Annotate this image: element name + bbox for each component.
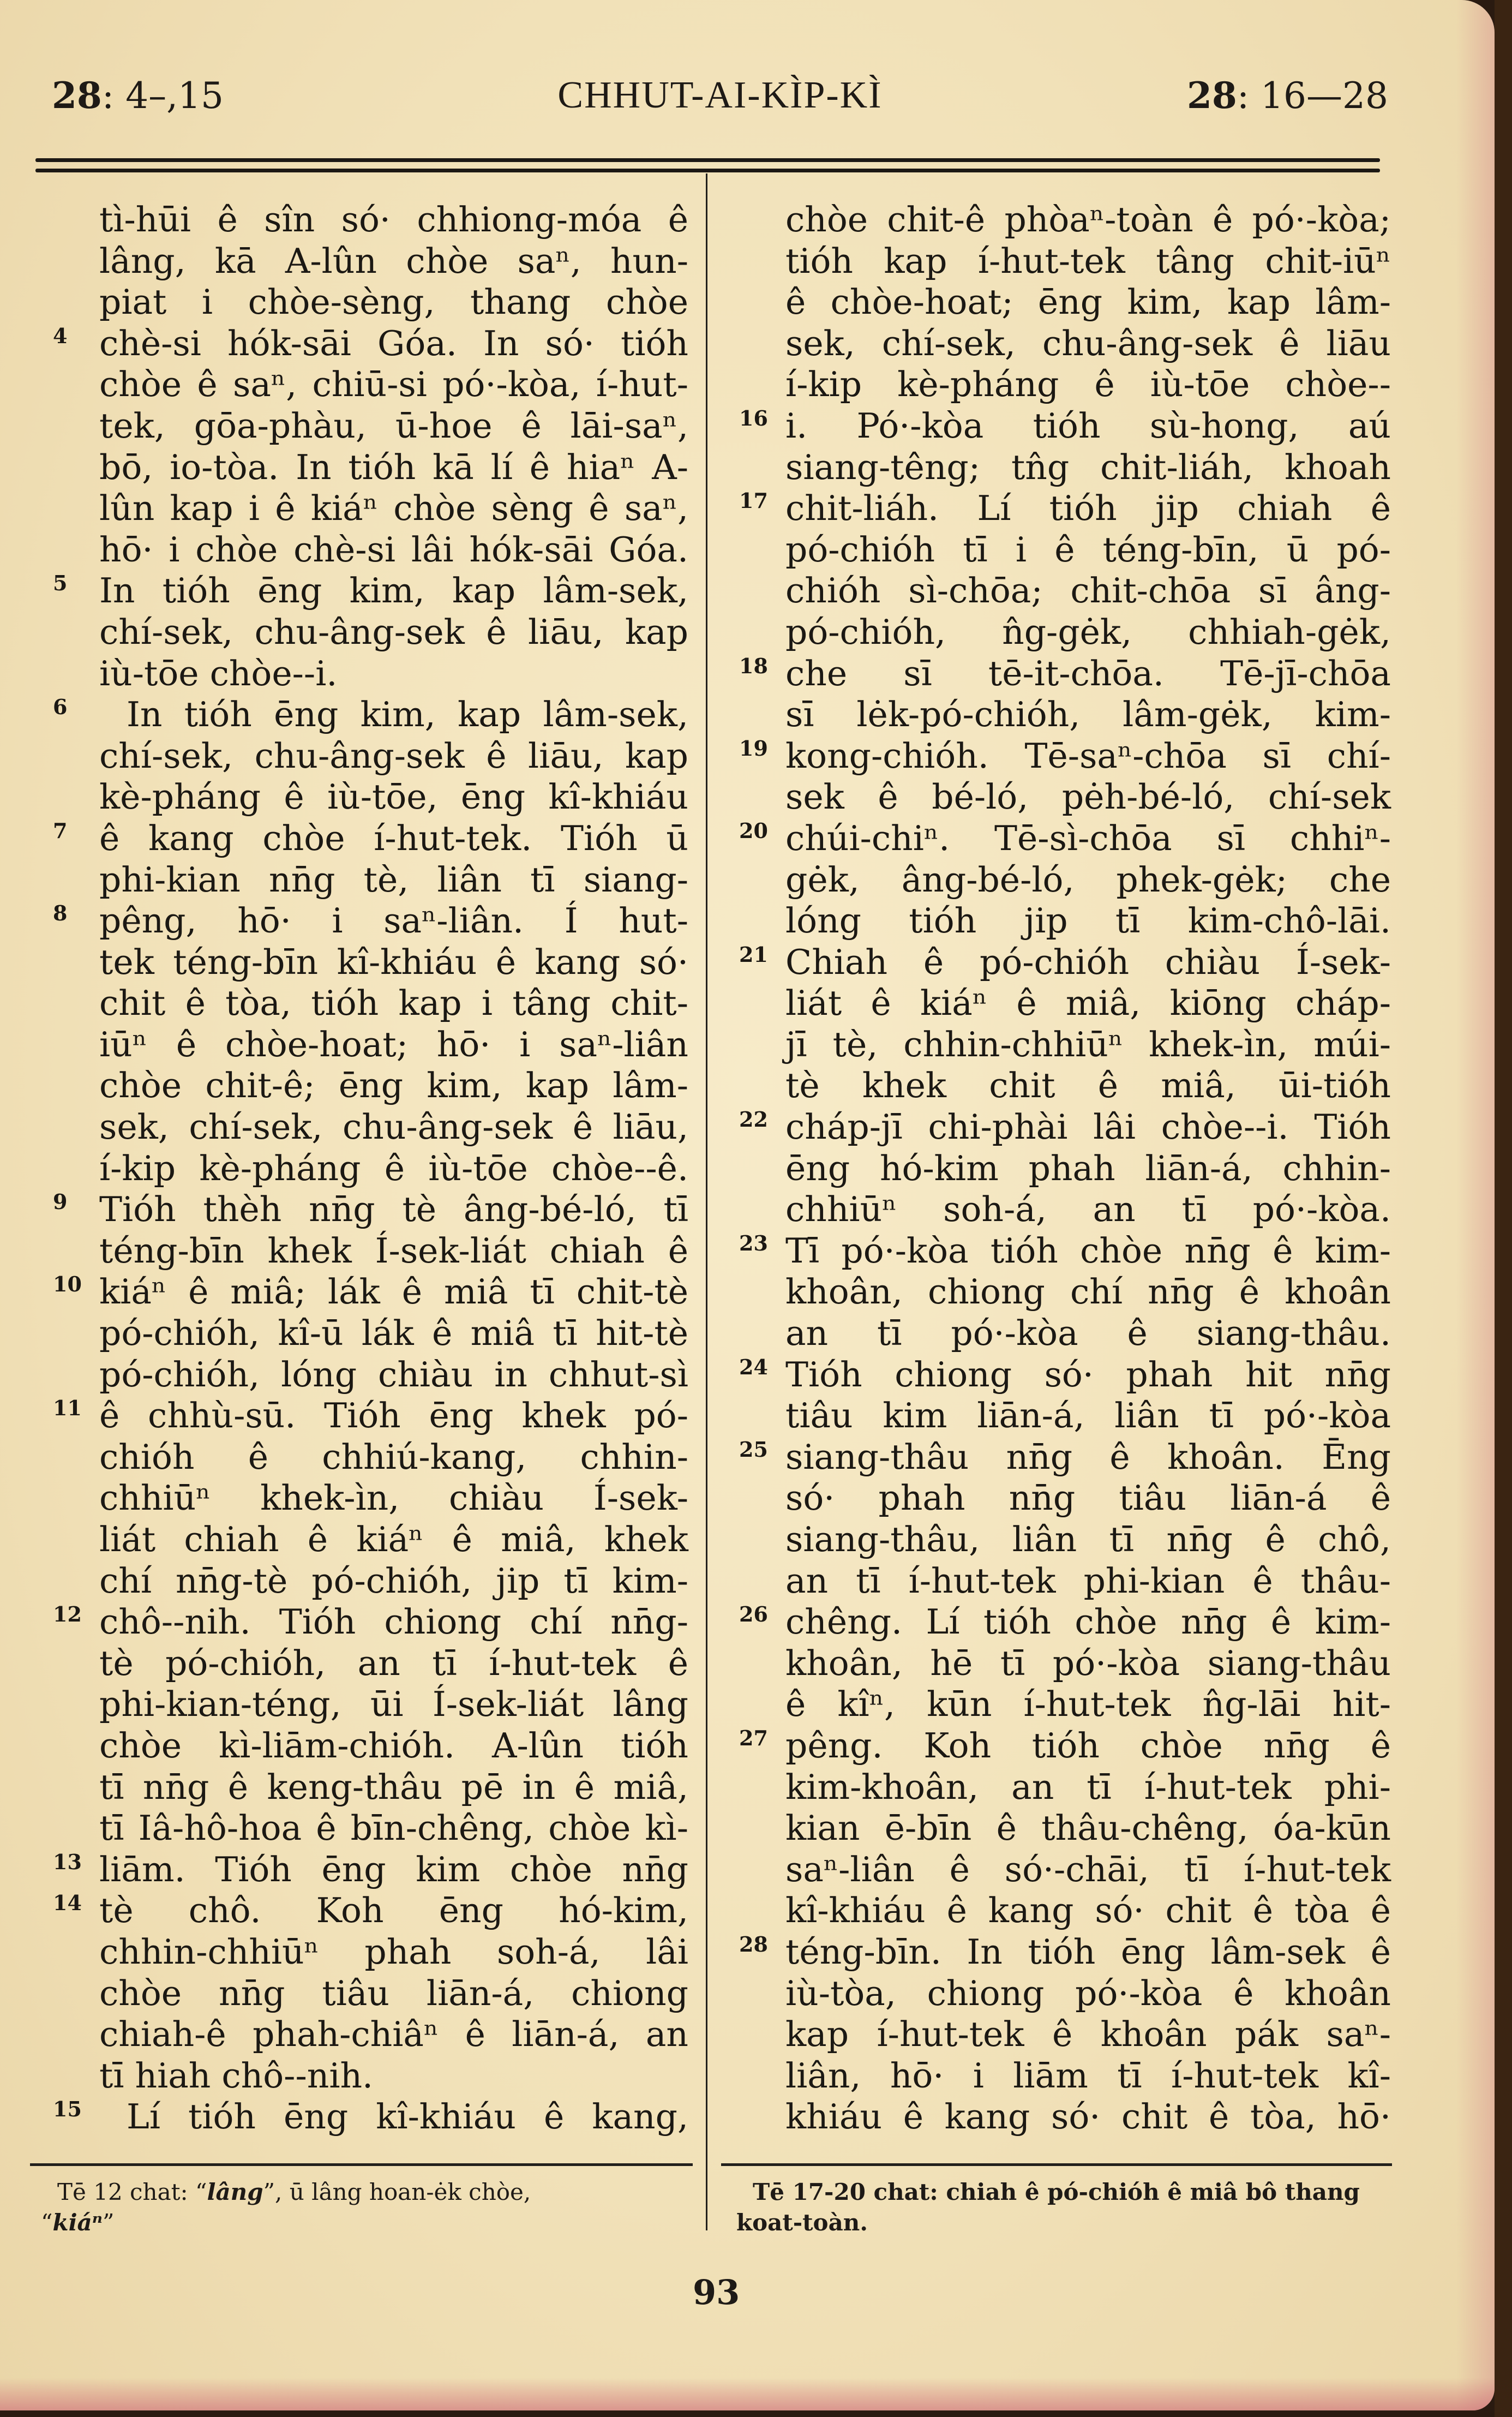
text-line	[53, 488, 691, 529]
text-line	[53, 447, 691, 488]
line-text: iūⁿ ê chòe-hoat; hō· i saⁿ-liân	[99, 1024, 688, 1064]
line-text: chòe chit-ê; ēng kim, kap lâm-	[99, 1066, 688, 1106]
line-text: chí-sek, chu-âng-sek ê liāu, kap	[99, 612, 688, 652]
line-text: í-kip kè-pháng ê iù-tōe chòe--	[785, 364, 1391, 405]
text-line	[53, 1437, 691, 1478]
line-text: tè pó-chióh, an tī í-hut-tek ê	[99, 1643, 688, 1683]
line-text: kè-pháng ê iù-tōe, ēng kî-khiáu	[99, 777, 688, 817]
text-line	[53, 1684, 691, 1725]
line-text: sek, chí-sek, chu-âng-sek ê liāu,	[99, 1107, 688, 1147]
line-text: lâng, kā A-lûn chòe saⁿ, hun-	[99, 241, 688, 281]
verse-number: 23	[739, 1230, 768, 1255]
line-text: tè chô. Koh ēng hó-kim,	[99, 1890, 688, 1931]
line-text: chhiūⁿ soh-á, an tī pó·-kòa.	[785, 1189, 1391, 1230]
verse-number: 19	[739, 735, 768, 761]
line-text: chè-si hók-sāi Góa. In só· tióh	[99, 323, 688, 363]
line-text: Tióh chiong só· phah hit nn̄g	[785, 1354, 1391, 1395]
line-text: kim-khoân, an tī í-hut-tek phi-	[785, 1767, 1391, 1807]
text-line	[739, 1395, 1394, 1437]
verse-number: 21	[739, 942, 768, 967]
line-text: chúi-chiⁿ. Tē-sì-chōa sī chhiⁿ-	[785, 818, 1391, 858]
text-line	[739, 1849, 1394, 1890]
line-text: Lí tióh ēng kî-khiáu ê kang,	[127, 2097, 688, 2137]
text-line	[739, 1519, 1394, 1560]
line-text: ê kang chòe í-hut-tek. Tióh ū	[99, 818, 688, 858]
text-line	[739, 1973, 1394, 2014]
text-line	[53, 1519, 691, 1560]
text-line	[53, 776, 691, 818]
line-text: ê kîⁿ, kūn í-hut-tek n̂g-lāi hit-	[785, 1684, 1391, 1725]
footnote-text: Tē 17-20 chat: chiah ê pó-chióh ê miâ bô thang koat-toàn.	[736, 2179, 1360, 2236]
line-text: lûn kap i ê kiáⁿ chòe sèng ê saⁿ,	[99, 488, 688, 529]
footnote-right	[736, 2177, 1385, 2238]
text-line	[739, 529, 1394, 571]
line-text: i. Pó·-kòa tióh sù-hong, aú	[785, 405, 1391, 446]
line-text: phi-kian nn̄g tè, liân tī siang-	[99, 859, 688, 900]
text-line	[53, 1477, 691, 1519]
verse-number: 20	[739, 818, 768, 843]
text-line	[53, 942, 691, 983]
text-line	[53, 1601, 691, 1643]
text-line	[739, 2014, 1394, 2055]
verse-range: : 16—28	[1237, 75, 1388, 117]
text-line	[739, 1148, 1394, 1189]
line-text: chí-sek, chu-âng-sek ê liāu, kap	[99, 735, 688, 776]
line-text: In tióh ēng kim, kap lâm-sek,	[99, 571, 688, 611]
line-text: pêng. Koh tióh chòe nn̄g ê	[785, 1725, 1391, 1766]
verse-number: 5	[53, 571, 68, 596]
verse-number: 10	[53, 1272, 82, 1297]
text-line	[53, 1931, 691, 1973]
verse-number: 8	[53, 901, 68, 926]
text-line	[53, 2096, 691, 2138]
line-text: siang-têng; tn̂g chit-liáh, khoah	[785, 447, 1391, 487]
text-line	[53, 529, 691, 571]
text-line	[53, 570, 691, 612]
text-line	[739, 570, 1394, 612]
line-text: Chiah ê pó-chióh chiàu Í-sek-	[785, 942, 1391, 982]
text-line	[739, 1601, 1394, 1643]
text-line	[739, 364, 1394, 405]
page-number: 93	[693, 2272, 740, 2312]
verse-number: 11	[53, 1396, 82, 1421]
verse-number: 28	[739, 1931, 768, 1957]
left-column	[53, 199, 691, 2138]
line-text: liân, hō· i liām tī í-hut-tek kî-	[785, 2055, 1391, 2096]
text-line	[53, 694, 691, 735]
text-line	[53, 282, 691, 323]
right-column	[739, 199, 1394, 2138]
header-double-rule	[35, 158, 1380, 172]
line-text: tī hiah chô--nih.	[99, 2055, 374, 2096]
text-line	[739, 1313, 1394, 1354]
column-divider	[706, 174, 707, 2230]
text-line	[739, 447, 1394, 488]
footnote-reference: Tē 12 chat:	[57, 2179, 188, 2205]
text-line	[739, 241, 1394, 282]
text-line	[53, 323, 691, 364]
text-line	[53, 364, 691, 405]
footnote-rule-left	[30, 2163, 693, 2166]
line-text: só· phah nn̄g tiâu liān-á ê	[785, 1478, 1391, 1518]
verse-number: 18	[739, 653, 768, 678]
text-line	[739, 1643, 1394, 1684]
text-line	[739, 1560, 1394, 1602]
line-text: tè khek chit ê miâ, ūi-tióh	[785, 1066, 1391, 1106]
verse-number: 26	[739, 1602, 768, 1627]
text-line	[53, 818, 691, 859]
line-text: sek, chí-sek, chu-âng-sek ê liāu	[785, 323, 1391, 363]
line-text: liát ê kiáⁿ ê miâ, kiōng cháp-	[785, 983, 1391, 1024]
line-text: che sī tē-it-chōa. Tē-jī-chōa	[785, 653, 1391, 693]
text-line	[739, 776, 1394, 818]
line-text: chhin-chhiūⁿ phah soh-á, lâi	[99, 1931, 688, 1972]
line-text: chhiūⁿ khek-ìn, chiàu Í-sek-	[99, 1478, 688, 1518]
line-text: saⁿ-liân ê só·-chāi, tī í-hut-tek	[785, 1849, 1391, 1889]
text-line	[739, 1931, 1394, 1973]
line-text: chiah-ê phah-chiâⁿ ê liān-á, an	[99, 2014, 688, 2055]
line-text: chô--nih. Tióh chiong chí nn̄g-	[99, 1602, 688, 1642]
text-line	[739, 900, 1394, 942]
chapter-number: 28	[1186, 74, 1237, 117]
text-line	[739, 405, 1394, 447]
footnote-left: Tē 12 chat: “lâng”, ū lâng hoan-ėk chòe, “kiáⁿ”	[41, 2179, 531, 2236]
text-line	[739, 818, 1394, 859]
text-line	[739, 1808, 1394, 1849]
line-text: tek téng-bīn kî-khiáu ê kang só·	[99, 942, 688, 982]
verse-number: 25	[739, 1437, 768, 1462]
line-text: tióh kap í-hut-tek tâng chit-iūⁿ	[785, 241, 1391, 281]
text-line	[53, 241, 691, 282]
verse-number: 4	[53, 323, 68, 348]
line-text: siang-thâu nn̄g ê khoân. Ēng	[785, 1437, 1391, 1477]
verse-number: 12	[53, 1602, 82, 1627]
line-text: Tī pó·-kòa tióh chòe nn̄g ê kim-	[785, 1230, 1391, 1271]
chapter-number: 28	[52, 74, 102, 117]
text-line	[53, 1271, 691, 1313]
text-line	[739, 1271, 1394, 1313]
line-text: ēng hó-kim phah liān-á, chhin-	[785, 1148, 1391, 1188]
line-text: ê chòe-hoat; ēng kim, kap lâm-	[785, 282, 1391, 322]
text-line	[739, 612, 1394, 653]
line-text: Tióh thèh nn̄g tè âng-bé-ló, tī	[99, 1189, 688, 1230]
verse-number: 7	[53, 818, 68, 843]
text-line	[53, 1808, 691, 1849]
text-line	[53, 735, 691, 777]
book-cover-edge	[1495, 0, 1512, 2417]
text-line	[53, 859, 691, 901]
running-head-right-reference	[1187, 71, 1388, 121]
text-line	[739, 488, 1394, 529]
line-text: chióh ê chhiú-kang, chhin-	[99, 1437, 688, 1477]
verse-number: 16	[739, 405, 768, 430]
text-line	[53, 900, 691, 942]
text-line	[739, 859, 1394, 901]
verse-number: 27	[739, 1725, 768, 1750]
text-line	[739, 983, 1394, 1024]
text-line	[53, 1065, 691, 1106]
line-text: hō· i chòe chè-si lâi hók-sāi Góa.	[99, 529, 688, 570]
text-line	[739, 2055, 1394, 2097]
verse-number: 15	[53, 2097, 82, 2122]
line-text: í-kip kè-pháng ê iù-tōe chòe--ê.	[99, 1148, 688, 1188]
text-line	[53, 1973, 691, 2014]
text-line	[739, 942, 1394, 983]
verse-number: 17	[739, 488, 768, 513]
text-line	[739, 323, 1394, 364]
line-text: chòe ê saⁿ, chiū-si pó·-kòa, í-hut-	[99, 364, 688, 405]
verse-number: 6	[53, 695, 68, 720]
line-text: kian ē-bīn ê thâu-chêng, óa-kūn	[785, 1808, 1391, 1848]
line-text: chit-liáh. Lí tióh jip chiah ê	[785, 488, 1391, 529]
line-text: pó-chióh, kî-ū lák ê miâ tī hit-tè	[99, 1313, 688, 1354]
footnote-alternate-word: kiáⁿ	[52, 2209, 103, 2236]
text-line	[53, 1849, 691, 1890]
text-line	[53, 1395, 691, 1437]
text-line	[53, 653, 691, 695]
line-text: kî-khiáu ê kang só· chit ê tòa ê	[785, 1890, 1391, 1931]
text-line	[739, 735, 1394, 777]
line-text: liát chiah ê kiáⁿ ê miâ, khek	[99, 1519, 688, 1559]
line-text: bō, io-tòa. In tióh kā lí ê hiaⁿ A-	[99, 447, 688, 487]
line-text: khiáu ê kang só· chit ê tòa, hō·	[785, 2097, 1391, 2137]
line-text: jī tè, chhin-chhiūⁿ khek-ìn, múi-	[785, 1024, 1391, 1064]
text-line	[53, 612, 691, 653]
line-text: an tī í-hut-tek phi-kian ê thâu-	[785, 1560, 1391, 1601]
text-line	[53, 1890, 691, 1931]
line-text: kap í-hut-tek ê khoân pák saⁿ-	[785, 2014, 1391, 2055]
text-line	[739, 653, 1394, 695]
line-text: cháp-jī chi-phài lâi chòe--i. Tióh	[785, 1107, 1391, 1147]
text-line	[739, 1230, 1394, 1272]
footnote-quoted-word: lâng	[207, 2179, 263, 2205]
line-text: tì-hūi ê sîn só· chhiong-móa ê	[99, 200, 688, 240]
page-bottom-stain	[0, 2378, 1495, 2410]
text-line	[739, 1684, 1394, 1725]
text-line	[739, 1477, 1394, 1519]
line-text: tī nn̄g ê keng-thâu pē in ê miâ,	[99, 1767, 688, 1807]
text-line	[739, 282, 1394, 323]
line-text: ê chhù-sū. Tióh ēng khek pó-	[99, 1396, 688, 1436]
line-text: chòe nn̄g tiâu liān-á, chiong	[99, 1973, 688, 2013]
line-text: piat i chòe-sèng, thang chòe	[99, 282, 688, 322]
verse-range: : 4–,15	[101, 75, 224, 117]
text-line	[53, 1189, 691, 1230]
text-line	[53, 1725, 691, 1767]
text-line	[739, 1725, 1394, 1767]
line-text: pó-chióh, lóng chiàu in chhut-sì	[99, 1354, 688, 1395]
verse-number: 22	[739, 1107, 768, 1132]
line-text: iù-tòa, chiong pó·-kòa ê khoân	[785, 1973, 1391, 2013]
line-text: chêng. Lí tióh chòe nn̄g ê kim-	[785, 1602, 1391, 1642]
text-line	[53, 1106, 691, 1148]
verse-number: 24	[739, 1354, 768, 1379]
text-line	[53, 405, 691, 447]
line-text: chióh sì-chōa; chit-chōa sī âng-	[785, 571, 1391, 611]
line-text: pêng, hō· i saⁿ-liân. Í hut-	[99, 901, 688, 941]
line-text: chí nn̄g-tè pó-chióh, jip tī kim-	[99, 1560, 688, 1601]
line-text: gėk, âng-bé-ló, phek-gėk; che	[785, 859, 1391, 900]
line-text: an tī pó·-kòa ê siang-thâu.	[785, 1313, 1391, 1354]
line-text: tī Iâ-hô-hoa ê bīn-chêng, chòe kì-	[99, 1808, 688, 1848]
text-line	[53, 199, 691, 241]
text-line	[53, 1560, 691, 1602]
footnote-rule-right	[721, 2163, 1392, 2166]
text-line	[53, 1230, 691, 1272]
text-line	[53, 1024, 691, 1066]
text-line	[53, 2055, 691, 2097]
verse-number: 14	[53, 1890, 82, 1916]
line-text: kiáⁿ ê miâ; lák ê miâ tī chit-tè	[99, 1272, 688, 1312]
text-line	[739, 1189, 1394, 1230]
line-text: sek ê bé-ló, pėh-bé-ló, chí-sek	[785, 777, 1391, 817]
book-title: CHHUT-AI-KÌP-KÌ	[557, 74, 883, 116]
line-text: In tióh ēng kim, kap lâm-sek,	[127, 695, 688, 735]
line-text: kong-chióh. Tē-saⁿ-chōa sī chí-	[785, 735, 1391, 776]
text-line	[739, 1106, 1394, 1148]
text-line	[53, 983, 691, 1024]
text-line	[739, 199, 1394, 241]
verse-number: 13	[53, 1849, 82, 1874]
line-text: téng-bīn. In tióh ēng lâm-sek ê	[785, 1931, 1391, 1972]
text-line	[53, 1148, 691, 1189]
line-text: sī lėk-pó-chióh, lâm-gėk, kim-	[785, 695, 1391, 735]
line-text: téng-bīn khek Í-sek-liát chiah ê	[99, 1230, 688, 1271]
line-text: pó-chióh tī i ê téng-bīn, ū pó-	[785, 529, 1391, 570]
line-text: chòe kì-liām-chióh. A-lûn tióh	[99, 1725, 688, 1766]
text-line	[53, 1643, 691, 1684]
line-text: siang-thâu, liân tī nn̄g ê chô,	[785, 1519, 1391, 1559]
line-text: iù-tōe chòe--i.	[99, 653, 338, 693]
line-text: chit ê tòa, tióh kap i tâng chit-	[99, 983, 688, 1024]
text-line	[53, 1354, 691, 1396]
line-text: tek, gōa-phàu, ū-hoe ê lāi-saⁿ,	[99, 405, 688, 446]
running-head	[52, 71, 1388, 120]
text-line	[53, 1767, 691, 1808]
text-line	[739, 1024, 1394, 1066]
line-text: liām. Tióh ēng kim chòe nn̄g	[99, 1849, 688, 1889]
line-text: tiâu kim liān-á, liân tī pó·-kòa	[785, 1396, 1391, 1436]
line-text: khoân, hē tī pó·-kòa siang-thâu	[785, 1643, 1391, 1683]
text-line	[53, 1313, 691, 1354]
text-line	[739, 1065, 1394, 1106]
text-line	[739, 1437, 1394, 1478]
verse-number: 9	[53, 1189, 68, 1215]
footnote-text: , ū lâng hoan-ėk chòe,	[275, 2179, 531, 2205]
line-text: khoân, chiong chí nn̄g ê khoân	[785, 1272, 1391, 1312]
line-text: lóng tióh jip tī kim-chô-lāi.	[785, 901, 1391, 941]
line-text: phi-kian-téng, ūi Í-sek-liát lâng	[99, 1684, 688, 1725]
text-line	[739, 1767, 1394, 1808]
page-edge-stain	[1456, 0, 1495, 2410]
line-text: chòe chit-ê phòaⁿ-toàn ê pó·-kòa;	[785, 200, 1391, 240]
line-text: pó-chióh, n̂g-gėk, chhiah-gėk,	[785, 612, 1391, 652]
text-line	[53, 2014, 691, 2055]
text-line	[739, 1354, 1394, 1396]
text-line	[739, 1890, 1394, 1931]
text-line	[739, 694, 1394, 735]
text-line	[739, 2096, 1394, 2138]
